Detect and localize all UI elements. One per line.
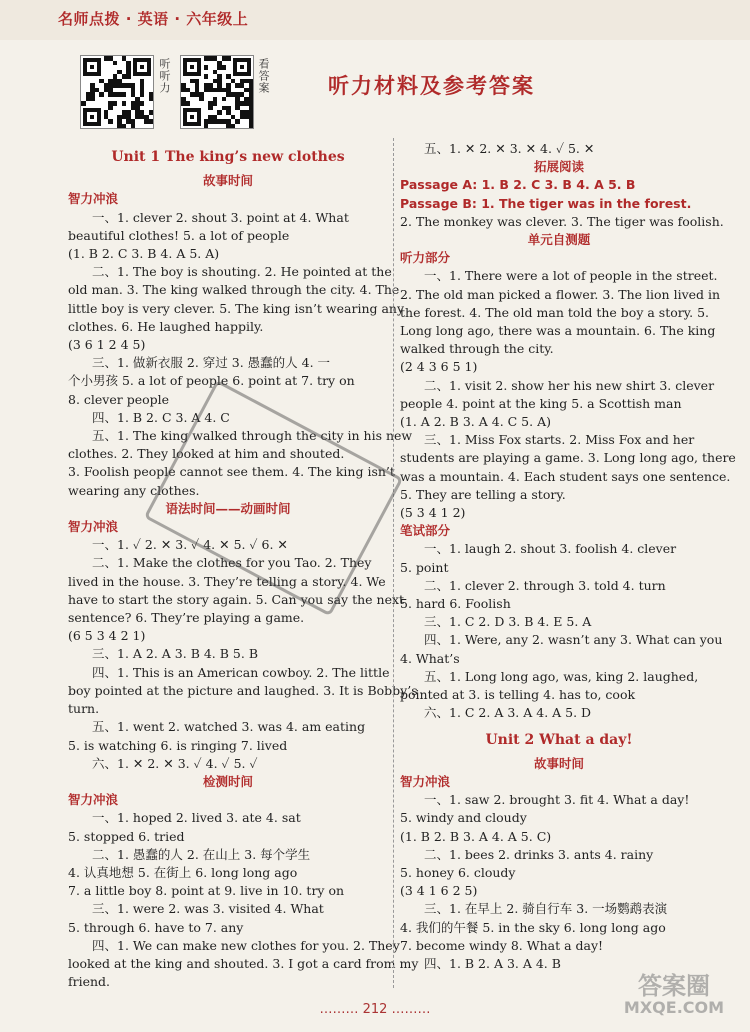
right-column-line: (3 4 1 6 2 5)	[400, 883, 478, 899]
left-column-line: 5. through 6. have to 7. any	[68, 919, 244, 935]
qr-caption-listen: 听听力	[158, 58, 171, 94]
right-column-line: the forest. 4. The old man told the boy a story. 5.	[400, 304, 710, 320]
left-column-line: 智力冲浪	[68, 519, 119, 535]
left-column-line: 个小男孩 5. a lot of people 6. point at 7. try on	[68, 373, 355, 389]
left-column-line: beautiful clothes! 5. a lot of people	[68, 227, 290, 243]
right-column-line: 5. point	[400, 559, 449, 575]
right-column-line: 故事时间	[533, 755, 584, 771]
right-column-line: 一、1. laugh 2. shout 3. foolish 4. clever	[424, 541, 677, 557]
right-column-line: 四、1. Were, any 2. wasn’t any 3. What can you	[424, 632, 723, 648]
page-number: ……… 212 ………	[319, 1002, 431, 1017]
left-column-line: (6 5 3 4 2 1)	[68, 628, 146, 644]
right-column-line: 5. windy and cloudy	[400, 810, 527, 826]
left-column-line: 六、1. ✕ 2. ✕ 3. ✓ 4. ✓ 5. ✓	[92, 755, 258, 771]
qr-code-answers	[180, 55, 254, 129]
right-column-line: 三、1. Miss Fox starts. 2. Miss Fox and her	[424, 432, 695, 448]
right-column-line: 5. honey 6. cloudy	[400, 864, 516, 880]
left-column-line: lived in the house. 3. They’re telling a story. 4. We	[68, 573, 386, 589]
right-column-line: 2. The old man picked a flower. 3. The lion lived in	[400, 286, 721, 302]
right-column-line: students are playing a game. 3. Long long ago, there	[400, 450, 736, 466]
right-column-line: 7. become windy 8. What a day!	[400, 937, 604, 953]
right-column-line: 一、1. There were a lot of people in the street.	[424, 268, 718, 284]
left-column-line: 五、1. went 2. watched 3. was 4. am eating	[92, 719, 366, 735]
right-column-line: Passage A: 1. B 2. C 3. B 4. A 5. B	[400, 177, 636, 193]
right-column-line: 5. They are telling a story.	[400, 486, 566, 502]
left-column-line: 三、1. A 2. A 3. B 4. B 5. B	[92, 646, 259, 662]
right-column-line: 二、1. bees 2. drinks 3. ants 4. rainy	[424, 846, 654, 862]
watermark-line2: MXQE.COM	[623, 998, 725, 1017]
left-column-line: wearing any clothes.	[68, 482, 200, 498]
right-column-line: 听力部分	[400, 250, 451, 266]
left-column-line: clothes. 6. He laughed happily.	[68, 318, 264, 334]
left-column-line: 四、1. This is an American cowboy. 2. The little	[92, 664, 390, 680]
right-column-line: walked through the city.	[400, 341, 554, 357]
left-column-line: 智力冲浪	[68, 792, 119, 808]
right-column-line: 一、1. saw 2. brought 3. fit 4. What a day!	[424, 792, 690, 808]
left-column-line: 5. is watching 6. is ringing 7. lived	[68, 737, 288, 753]
right-column-line: Unit 2 What a day!	[485, 731, 633, 748]
right-column-line: 拓展阅读	[533, 159, 584, 175]
left-column-line: little boy is very clever. 5. The king isn’t wearing any	[68, 300, 405, 316]
left-column-line: 智力冲浪	[68, 191, 119, 207]
right-column-line: 4. 我们的午餐 5. in the sky 6. long long ago	[400, 919, 666, 935]
qr-code-listen	[80, 55, 154, 129]
right-column-line: 三、1. C 2. D 3. B 4. E 5. A	[424, 614, 592, 630]
left-column-line: 二、1. 愚蠢的人 2. 在山上 3. 每个学生	[92, 846, 311, 862]
right-column-line: 六、1. C 2. A 3. A 4. A 5. D	[424, 705, 592, 721]
series-title: 名师点拨 · 英语 · 六年级上	[58, 10, 249, 28]
left-column-line: 一、1. clever 2. shout 3. point at 4. What	[92, 209, 349, 225]
watermark-line1: 答案圈	[638, 972, 710, 1000]
left-column-line: turn.	[68, 701, 100, 717]
left-column-line: 四、1. We can make new clothes for you. 2. They	[92, 937, 400, 953]
right-column-line: (1. B 2. B 3. A 4. A 5. C)	[400, 828, 552, 844]
left-column-line: friend.	[68, 974, 111, 990]
left-column-line: clothes. 2. They looked at him and shouted.	[68, 446, 345, 462]
main-title: 听力材料及参考答案	[328, 74, 535, 98]
left-column-line: (1. B 2. C 3. B 4. A 5. A)	[68, 246, 220, 262]
qr-caption-answers: 看答案	[257, 58, 270, 94]
right-column-line: (5 3 4 1 2)	[400, 505, 466, 521]
left-column-line: 三、1. were 2. was 3. visited 4. What	[92, 901, 324, 917]
left-column-line: (3 6 1 2 4 5)	[68, 337, 146, 353]
left-column-line: sentence? 6. They’re playing a game.	[68, 610, 305, 626]
right-column-line: Long long ago, there was a mountain. 6. The king	[400, 323, 716, 339]
right-column-line: 五、1. ✕ 2. ✕ 3. ✕ 4. ✓ 5. ✕	[424, 141, 595, 156]
left-column-line: 8. clever people	[68, 391, 170, 407]
column-divider	[393, 138, 394, 988]
right-column-line: 二、1. visit 2. show her his new shirt 3. clever	[424, 377, 715, 393]
left-column-line: Unit 1 The king’s new clothes	[111, 149, 345, 165]
right-column-line: was a mountain. 4. Each student says one sentence.	[400, 468, 731, 484]
left-column-line: old man. 3. The king walked through the city. 4. The	[68, 282, 400, 298]
right-column-line: 单元自测题	[527, 232, 591, 248]
left-column-line: 3. Foolish people cannot see them. 4. The king isn’t	[68, 464, 395, 480]
right-column-line: (1. A 2. B 3. A 4. C 5. A)	[400, 414, 551, 430]
left-column-line: 三、1. 做新衣服 2. 穿过 3. 愚蠢的人 4. 一	[92, 355, 331, 371]
right-column-line: 智力冲浪	[400, 773, 451, 789]
left-column-line: 二、1. The boy is shouting. 2. He pointed at the	[92, 264, 392, 280]
left-column-line: 7. a little boy 8. point at 9. live in 10. try on	[68, 883, 345, 899]
left-column-line: 4. 认真地想 5. 在街上 6. long long ago	[68, 864, 298, 880]
right-column-line: 笔试部分	[400, 523, 451, 539]
left-column-line: 四、1. B 2. C 3. A 4. C	[92, 409, 230, 425]
left-column-line: 五、1. The king walked through the city in his new	[92, 428, 413, 444]
right-column-line: people 4. point at the king 5. a Scottish man	[400, 395, 682, 411]
left-column-line: 一、1. ✓ 2. ✕ 3. ✓ 4. ✕ 5. ✓ 6. ✕	[92, 537, 288, 553]
right-column-line: pointed at 3. is telling 4. has to, cook	[400, 687, 636, 703]
left-column-line: 检测时间	[202, 773, 253, 789]
left-column-line: looked at the king and shouted. 3. I got a card from my	[68, 955, 419, 971]
right-column	[400, 140, 736, 973]
left-column-line: boy pointed at the picture and laughed. 3. It is Bobby’s	[68, 682, 418, 698]
right-column-line: 2. The monkey was clever. 3. The tiger was foolish.	[400, 213, 724, 229]
right-column-line: 二、1. clever 2. through 3. told 4. turn	[424, 577, 666, 593]
right-column-line: 三、1. 在早上 2. 骑自行车 3. 一场鹦鹉表演	[424, 901, 668, 917]
right-column-line: Passage B: 1. The tiger was in the forest.	[400, 195, 692, 211]
left-column-line: 故事时间	[202, 173, 253, 189]
left-column-line: have to start the story again. 5. Can you say the next	[68, 591, 405, 607]
watermark-logo	[604, 974, 744, 1024]
left-column-line: 一、1. hoped 2. lived 3. ate 4. sat	[92, 810, 301, 826]
right-column-line: 4. What’s	[400, 650, 460, 666]
right-column-line: 四、1. B 2. A 3. A 4. B	[424, 955, 561, 971]
left-column-line: 5. stopped 6. tried	[68, 828, 185, 844]
right-column-line: (2 4 3 6 5 1)	[400, 359, 478, 375]
left-column-line: 二、1. Make the clothes for you Tao. 2. They	[92, 555, 372, 571]
right-column-line: 5. hard 6. Foolish	[400, 596, 511, 612]
right-column-line: 五、1. Long long ago, was, king 2. laughed,	[424, 668, 699, 684]
left-column-line: 语法时间——动画时间	[165, 500, 291, 516]
